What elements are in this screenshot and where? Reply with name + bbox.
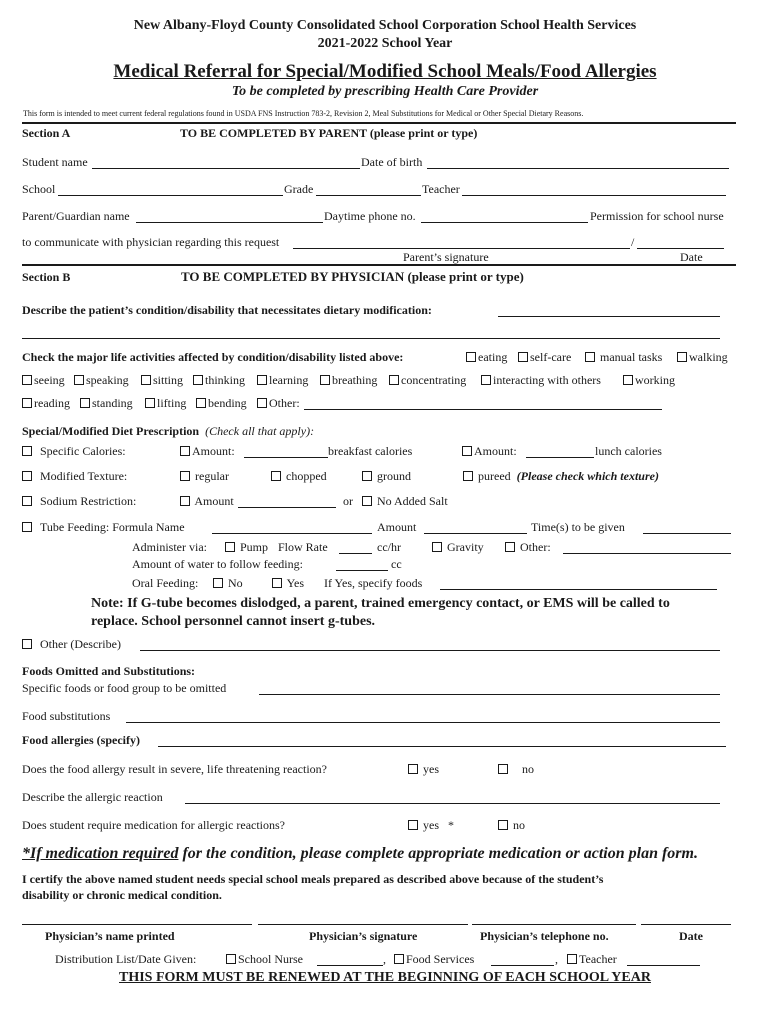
activity-concentrating[interactable]: concentrating	[389, 374, 466, 386]
checkbox[interactable]	[22, 471, 32, 481]
oral-yes-option[interactable]: Yes	[272, 577, 304, 589]
sodium-amount-label[interactable]: Amount	[180, 495, 234, 507]
medication-note: *If medication required for the condition, please complete appropriate medication or action plan form.	[22, 845, 698, 862]
checkbox[interactable]	[257, 375, 267, 385]
gtube-note-2: replace. School personnel cannot insert g-tubes.	[91, 614, 376, 629]
severe-no[interactable]: no	[498, 763, 534, 775]
checkbox[interactable]	[466, 352, 476, 362]
checkbox[interactable]	[22, 522, 32, 532]
school-year: 2021-2022 School Year	[317, 36, 453, 51]
physician-phone-field[interactable]	[472, 924, 636, 925]
water-amount-field[interactable]	[336, 570, 388, 571]
communicate-label: to communicate with physician regarding this request	[22, 235, 280, 249]
divider	[22, 122, 736, 124]
checkbox[interactable]	[677, 352, 687, 362]
section-a-heading: TO BE COMPLETED BY PARENT (please print or type)	[180, 126, 478, 140]
checkbox[interactable]	[498, 764, 508, 774]
sodium-amount-field[interactable]	[238, 507, 336, 508]
daytime-phone-label: Daytime phone no.	[324, 209, 416, 223]
foods-omitted-heading: Foods Omitted and Substitutions:	[22, 664, 196, 678]
oral-feeding-label: Oral Feeding:	[132, 576, 199, 590]
checkbox[interactable]	[518, 352, 528, 362]
checkbox[interactable]	[180, 446, 190, 456]
medication-yes[interactable]: yes *	[408, 819, 454, 831]
breakfast-calories-label: breakfast calories	[328, 444, 413, 458]
checkbox[interactable]	[22, 446, 32, 456]
checkbox[interactable]	[145, 398, 155, 408]
parent-name-field[interactable]	[136, 222, 323, 223]
section-a-label: Section A	[22, 126, 71, 140]
lunch-calories-label: lunch calories	[595, 444, 662, 458]
diet-prescription-label: Special/Modified Diet Prescription (Check all that apply):	[22, 424, 315, 438]
sodium-row[interactable]: Sodium Restriction:	[22, 495, 136, 507]
activity-bending[interactable]: bending	[196, 397, 247, 409]
tube-amount-field[interactable]	[424, 533, 527, 534]
student-name-label: Student name	[22, 155, 88, 169]
regulation-note: This form is intended to meet current federal regulations found in USDA FNS Instruction 783-2, Revision 2, Meal Substitutions for Medical or Other Special Dietary Reasons.	[23, 109, 584, 118]
checkbox[interactable]	[585, 352, 595, 362]
activity-standing[interactable]: standing	[80, 397, 133, 409]
checkbox[interactable]	[505, 542, 515, 552]
checkbox[interactable]	[567, 954, 577, 964]
date-caption: Date	[680, 250, 703, 264]
form-subtitle: To be completed by prescribing Health Care Provider	[231, 84, 539, 99]
checkbox[interactable]	[462, 446, 472, 456]
activity-other-field[interactable]	[304, 409, 662, 410]
checkbox[interactable]	[22, 398, 32, 408]
checkbox[interactable]	[408, 764, 418, 774]
distribution-label: Distribution List/Date Given:	[55, 952, 197, 966]
activity-seeing[interactable]: seeing	[22, 374, 65, 386]
activity-walking[interactable]: walking	[677, 351, 728, 363]
activity-reading[interactable]: reading	[22, 397, 70, 409]
pump-option[interactable]: Pump	[225, 541, 268, 553]
activity-speaking[interactable]: speaking	[74, 374, 129, 386]
checkbox[interactable]	[408, 820, 418, 830]
specific-foods-label: Specific foods or food group to be omitted	[22, 681, 227, 695]
checkbox[interactable]	[22, 375, 32, 385]
checkbox[interactable]	[180, 496, 190, 506]
cchr-label: cc/hr	[377, 540, 401, 554]
severe-reaction-question: Does the food allergy result in severe, life threatening reaction?	[22, 762, 327, 776]
physician-date-field[interactable]	[641, 924, 731, 925]
if-yes-label: If Yes, specify foods	[324, 576, 423, 590]
texture-regular[interactable]: regular	[180, 470, 229, 482]
checkbox[interactable]	[394, 954, 404, 964]
student-name-field[interactable]	[92, 168, 360, 169]
section-b-heading: TO BE COMPLETED BY PHYSICIAN (please print or type)	[181, 269, 524, 284]
comma: ,	[555, 952, 558, 966]
gravity-option[interactable]: Gravity	[432, 541, 484, 553]
texture-chopped[interactable]: chopped	[271, 470, 327, 482]
teacher-field[interactable]	[462, 195, 726, 196]
distribution-food-services[interactable]: Food Services	[394, 953, 474, 965]
comma: ,	[383, 952, 386, 966]
activity-interacting[interactable]: interacting with others	[481, 374, 601, 386]
activity-breathing[interactable]: breathing	[320, 374, 377, 386]
checkbox[interactable]	[362, 471, 372, 481]
distribution-teacher[interactable]: Teacher	[567, 953, 617, 965]
checkbox[interactable]	[623, 375, 633, 385]
parent-signature-field[interactable]	[293, 248, 630, 249]
texture-pureed[interactable]: pureed (Please check which texture)	[463, 470, 659, 482]
water-amount-label: Amount of water to follow feeding:	[132, 557, 303, 571]
checkbox[interactable]	[271, 471, 281, 481]
grade-label: Grade	[284, 182, 314, 196]
physician-name-caption: Physician’s name printed	[45, 929, 175, 943]
checkbox[interactable]	[225, 542, 235, 552]
physician-signature-field[interactable]	[258, 924, 468, 925]
calories-row[interactable]: Specific Calories:	[22, 445, 126, 457]
other-describe-row[interactable]: Other (Describe)	[22, 638, 121, 650]
tube-times-label: Time(s) to be given	[531, 520, 625, 534]
grade-field[interactable]	[316, 195, 421, 196]
lunch-amount-label[interactable]: Amount:	[462, 445, 517, 457]
divider	[22, 264, 736, 266]
checkbox[interactable]	[320, 375, 330, 385]
physician-date-caption: Date	[679, 929, 703, 943]
food-subs-label: Food substitutions	[22, 709, 111, 723]
major-activities-label: Check the major life activities affected by condition/disability listed above:	[22, 350, 404, 364]
certify-text-2: disability or chronic medical condition.	[22, 888, 222, 902]
daytime-phone-field[interactable]	[421, 222, 588, 223]
administer-label: Administer via:	[132, 540, 207, 554]
tube-times-field[interactable]	[643, 533, 731, 534]
checkbox[interactable]	[432, 542, 442, 552]
checkbox[interactable]	[74, 375, 84, 385]
breakfast-amount-label[interactable]: Amount:	[180, 445, 235, 457]
checkbox[interactable]	[22, 639, 32, 649]
medication-no[interactable]: no	[498, 819, 525, 831]
checkbox[interactable]	[362, 496, 372, 506]
checkbox[interactable]	[180, 471, 190, 481]
physician-name-field[interactable]	[22, 924, 252, 925]
activity-lifting[interactable]: lifting	[145, 397, 186, 409]
specific-foods-field[interactable]	[259, 694, 720, 695]
parent-signature-caption: Parent’s signature	[403, 250, 489, 264]
activity-sitting[interactable]: sitting	[141, 374, 183, 386]
dob-label: Date of birth	[361, 155, 423, 169]
no-added-salt[interactable]: No Added Salt	[362, 495, 448, 507]
checkbox[interactable]	[213, 578, 223, 588]
food-allergies-label: Food allergies (specify)	[22, 733, 140, 747]
condition-field[interactable]	[498, 316, 720, 317]
oral-foods-field[interactable]	[440, 589, 717, 590]
checkbox[interactable]	[141, 375, 151, 385]
activity-manual-tasks[interactable]: manual tasks	[585, 351, 662, 363]
permission-label: Permission for school nurse	[590, 209, 724, 223]
tube-amount-label: Amount	[377, 520, 417, 534]
distribution-school-nurse[interactable]: School Nurse	[226, 953, 303, 965]
org-name: New Albany-Floyd County Consolidated School Corporation School Health Services	[133, 18, 637, 33]
parent-date-field[interactable]	[637, 248, 724, 249]
checkbox[interactable]	[257, 398, 267, 408]
form-title: Medical Referral for Special/Modified School Meals/Food Allergies	[113, 61, 657, 82]
activity-self-care[interactable]: self-care	[518, 351, 571, 363]
administer-other-option[interactable]: Other:	[505, 541, 551, 553]
checkbox[interactable]	[272, 578, 282, 588]
slash: /	[631, 235, 635, 249]
medication-question: Does student require medication for allergic reactions?	[22, 818, 286, 832]
school-field[interactable]	[58, 195, 283, 196]
describe-reaction-label: Describe the allergic reaction	[22, 790, 163, 804]
tube-row[interactable]: Tube Feeding: Formula Name	[22, 521, 185, 533]
checkbox[interactable]	[22, 496, 32, 506]
school-label: School	[22, 182, 56, 196]
flow-rate-label: Flow Rate	[278, 540, 328, 554]
activity-learning[interactable]: learning	[257, 374, 308, 386]
teacher-label: Teacher	[422, 182, 460, 196]
food-services-date-field[interactable]	[491, 965, 554, 966]
physician-signature-caption: Physician’s signature	[309, 929, 418, 943]
oral-no-option[interactable]: No	[213, 577, 243, 589]
condition-field-2[interactable]	[22, 338, 720, 339]
cc-label: cc	[391, 557, 402, 571]
other-describe-field[interactable]	[140, 650, 720, 651]
describe-reaction-field[interactable]	[185, 803, 720, 804]
teacher-date-field[interactable]	[627, 965, 700, 966]
physician-phone-caption: Physician’s telephone no.	[480, 929, 609, 943]
checkbox[interactable]	[498, 820, 508, 830]
severe-yes[interactable]: yes	[408, 763, 439, 775]
food-subs-field[interactable]	[126, 722, 720, 723]
activity-thinking[interactable]: thinking	[193, 374, 245, 386]
or-label: or	[343, 494, 353, 508]
checkbox[interactable]	[389, 375, 399, 385]
certify-text: I certify the above named student needs special school meals prepared as described above because of the student’s	[22, 872, 604, 886]
food-allergies-field[interactable]	[158, 746, 726, 747]
checkbox[interactable]	[196, 398, 206, 408]
checkbox[interactable]	[481, 375, 491, 385]
checkbox[interactable]	[463, 471, 473, 481]
texture-row[interactable]: Modified Texture:	[22, 470, 127, 482]
checkbox[interactable]	[80, 398, 90, 408]
dob-field[interactable]	[427, 168, 729, 169]
describe-condition-label: Describe the patient’s condition/disability that necessitates dietary modification:	[22, 303, 432, 317]
lunch-calories-field[interactable]	[526, 457, 594, 458]
section-b-label: Section B	[22, 270, 71, 284]
texture-ground[interactable]: ground	[362, 470, 411, 482]
checkbox[interactable]	[193, 375, 203, 385]
flow-rate-field[interactable]	[339, 553, 372, 554]
parent-name-label: Parent/Guardian name	[22, 209, 130, 223]
activity-working[interactable]: working	[623, 374, 675, 386]
school-nurse-date-field[interactable]	[317, 965, 383, 966]
formula-name-field[interactable]	[212, 533, 372, 534]
checkbox[interactable]	[226, 954, 236, 964]
renewal-notice: THIS FORM MUST BE RENEWED AT THE BEGINNING OF EACH SCHOOL YEAR	[119, 970, 651, 985]
activity-eating[interactable]: eating	[466, 351, 507, 363]
breakfast-calories-field[interactable]	[244, 457, 328, 458]
administer-other-field[interactable]	[563, 553, 731, 554]
gtube-note: Note: If G-tube becomes dislodged, a parent, trained emergency contact, or EMS will be called to	[91, 596, 670, 611]
activity-other[interactable]: Other:	[257, 397, 300, 409]
